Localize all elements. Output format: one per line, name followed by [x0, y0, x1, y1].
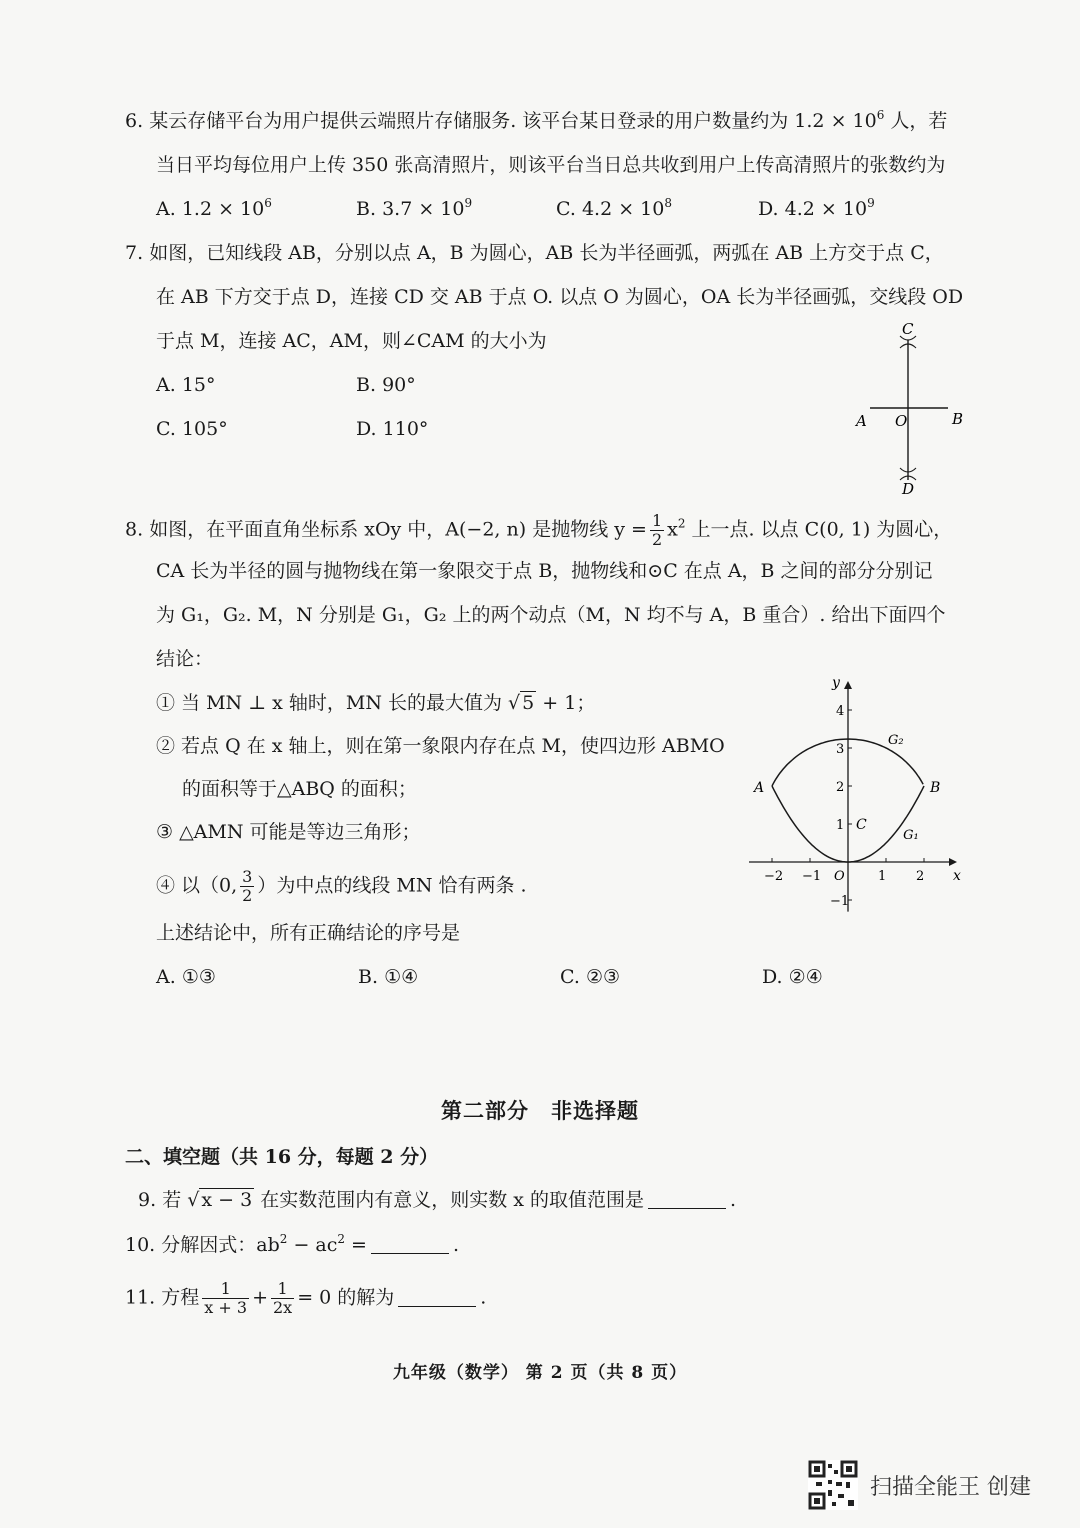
q8-conclusion-4: ④ 以（0, $\frac{3}{2}$ ）为中点的线段 MN 恰有两条 .	[156, 867, 527, 905]
q8-conclusion-3: ③ △AMN 可能是等边三角形；	[156, 821, 421, 843]
q6-option-a: A. $1.2 \times 10^6$	[156, 196, 272, 220]
q7-option-b: B. 90°	[356, 374, 416, 396]
q8-number: 8.	[125, 518, 144, 541]
q7-number: 7.	[125, 242, 144, 264]
q7-label-d: D	[902, 480, 915, 498]
y-axis-arrow	[844, 681, 852, 689]
y-tick-label: −1	[830, 894, 850, 909]
q8-line2: CA 长为半径的圆与抛物线在第一象限交于点 B，抛物线和⊙C 在点 A，B 之间的部分分别记	[156, 560, 933, 582]
q8-c4-fraction: $\frac{3}{2}$	[242, 867, 253, 905]
q7-label-a: A	[856, 412, 867, 430]
q7-label-b: B	[952, 410, 964, 428]
q11-answer-blank[interactable]	[398, 1288, 476, 1307]
q8-option-d: D. ②④	[762, 966, 823, 988]
x-tick-label: 2	[916, 869, 925, 884]
x-tick-label: 1	[878, 869, 887, 884]
q8-line4: 结论：	[156, 648, 214, 670]
q6-line2: 当日平均每位用户上传 350 张高清照片，则该平台当日总共收到用户上传高清照片的张数约为	[156, 154, 946, 176]
q6-number: 6.	[125, 110, 144, 132]
q7-line1: 7. 如图，已知线段 AB，分别以点 A，B 为圆心，AB 长为半径画弧，两弧在 AB 上方交于点 C，	[125, 242, 944, 264]
series-label-g2: G₂	[888, 733, 904, 749]
scanner-watermark	[808, 1460, 1031, 1510]
q11-fraction-2: $\frac{1}{2x}$	[272, 1279, 293, 1317]
x-axis-label: x	[953, 868, 961, 884]
q8-option-c: C. ②③	[560, 966, 621, 988]
q8-prompt: 上述结论中，所有正确结论的序号是	[156, 922, 461, 944]
scanner-text: 扫描全能王 创建	[870, 1474, 1031, 1500]
x-tick-label: −2	[764, 869, 784, 884]
q8-conclusion-1: ① 当 MN ⊥ x 轴时，MN 长的最大值为 √ 5 + 1；	[156, 692, 596, 714]
q7-label-o: O	[895, 412, 908, 430]
series-label-g1: G₁	[903, 828, 919, 844]
q8-conclusion-2a: ② 若点 Q 在 x 轴上，则在第一象限内存在点 M，使四边形 ABMO	[156, 735, 725, 757]
q7-line3: 于点 M，连接 AC，AM，则∠CAM 的大小为	[156, 330, 547, 352]
point-label-c: C	[856, 817, 867, 833]
qr-code-icon	[808, 1460, 858, 1510]
q8-option-a: A. ①③	[156, 966, 216, 988]
y-tick-label: 3	[836, 742, 845, 757]
q9-number: 9.	[138, 1189, 157, 1211]
y-axis-label: y	[832, 675, 840, 691]
q6-option-c: C. $4.2 \times 10^8$	[556, 196, 672, 220]
y-tick-label: 1	[836, 818, 845, 833]
y-tick-label: 2	[836, 780, 845, 795]
q6-option-d: D. $4.2 \times 10^9$	[758, 196, 875, 220]
q10-answer-blank[interactable]	[371, 1235, 449, 1254]
x-axis-arrow	[949, 858, 957, 866]
q11-number: 11.	[125, 1286, 156, 1309]
point-label-a: A	[754, 780, 765, 796]
x-tick-label: O	[834, 869, 845, 884]
q8-line3: 为 G₁，G₂. M，N 分别是 G₁，G₂ 上的两个动点（M，N 均不与 A，B 重合）. 给出下面四个	[156, 604, 946, 626]
q8-fraction: $\frac{1}{2}$	[651, 511, 663, 549]
part2-title: 第二部分 非选择题	[441, 1098, 639, 1123]
q8-graph	[740, 672, 980, 922]
q6-option-b: B. $3.7 \times 10^9$	[356, 196, 473, 220]
q9: 9. 若 √ x − 3 在实数范围内有意义，则实数 x 的取值范围是 .	[138, 1189, 737, 1211]
section-fill-blank: 二、填空题（共 16 分，每题 2 分）	[125, 1146, 439, 1168]
q8-option-b: B. ①④	[358, 966, 419, 988]
q10-number: 10.	[125, 1234, 156, 1256]
q8-line1: 8. 如图，在平面直角坐标系 xOy 中，A(−2, n) 是抛物线 y = $\frac{1}{2}$ $x^2$ 上一点. 以点 C(0, 1) 为圆心，	[125, 511, 953, 549]
q11: 11. 方程 $\frac{1}{x + 3}$ + $\frac{1}{2x}$ = 0 的解为 .	[125, 1279, 487, 1317]
page-footer: 九年级（数学） 第 2 页（共 8 页）	[392, 1363, 688, 1383]
q6-line1: 6. 某云存储平台为用户提供云端照片存储服务. 该平台某日登录的用户数量约为 $1.2 \times 10^6$ 人，若	[125, 108, 948, 132]
x-tick-label: −1	[802, 869, 822, 884]
q9-answer-blank[interactable]	[648, 1190, 726, 1209]
y-tick-label: 4	[836, 704, 845, 719]
q7-option-a: A. 15°	[156, 374, 216, 396]
q11-fraction-1: $\frac{1}{x + 3}$	[204, 1279, 248, 1317]
q8-conclusion-2b: 的面积等于△ABQ 的面积；	[182, 778, 417, 800]
q7-option-c: C. 105°	[156, 418, 228, 440]
q7-option-d: D. 110°	[356, 418, 429, 440]
q7-figure	[850, 320, 970, 500]
q7-line2: 在 AB 下方交于点 D，连接 CD 交 AB 于点 O. 以点 O 为圆心，OA 长为半径画弧，交线段 OD	[156, 286, 964, 308]
q10: 10. 分解因式：$ab^2 - ac^2$ = .	[125, 1232, 460, 1256]
q7-label-c: C	[902, 320, 914, 338]
point-label-b: B	[930, 780, 941, 796]
